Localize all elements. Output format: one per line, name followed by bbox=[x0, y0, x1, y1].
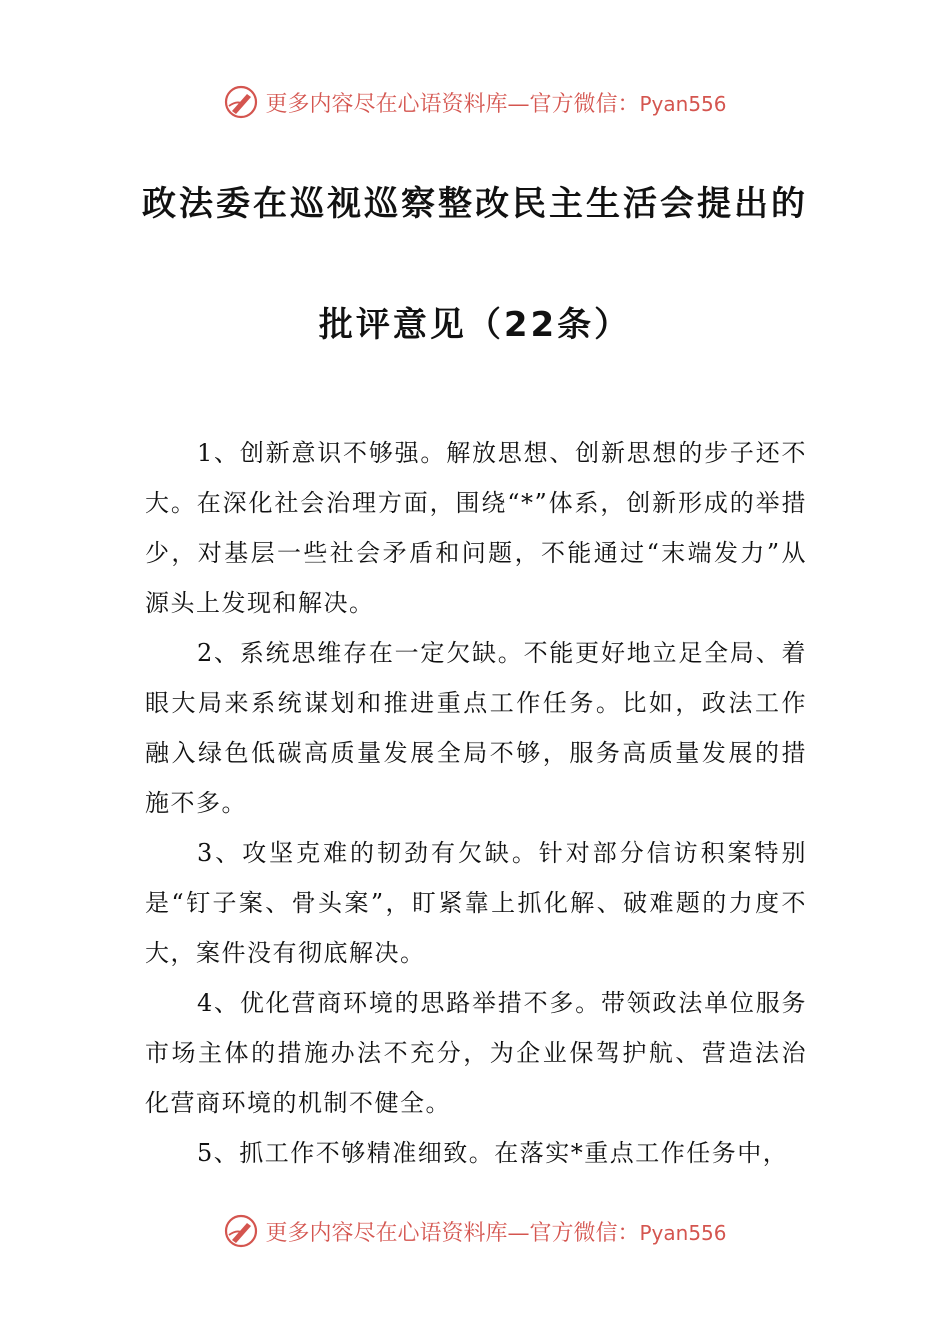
paragraph-3: 3、攻坚克难的韧劲有欠缺。针对部分信访积案特别是“钉子案、骨头案”，盯紧靠上抓化解、破难题的力度不大，案件没有彻底解决。 bbox=[145, 839, 807, 967]
paragraph-4: 4、优化营商环境的思路举措不多。带领政法单位服务市场主体的措施办法不充分，为企业保驾护航、营造法治化营商环境的机制不健全。 bbox=[145, 989, 807, 1117]
watermark-text: 更多内容尽在心语资料库—官方微信：Pyan556 bbox=[265, 1220, 727, 1246]
paragraph-5: 5、抓工作不够精准细致。在落实*重点工作任务中， bbox=[197, 1139, 789, 1167]
watermark-handle: Pyan556 bbox=[639, 91, 727, 116]
watermark-footer bbox=[0, 1211, 950, 1251]
document-title-line-1: 政法委在巡视巡察整改民主生活会提出的 bbox=[142, 184, 808, 224]
document-title-line-2: 批评意见（22条） bbox=[318, 305, 632, 345]
document-body bbox=[145, 428, 807, 1178]
watermark-header bbox=[0, 82, 950, 122]
pen-logo-icon bbox=[223, 84, 259, 120]
paragraph-1: 1、创新意识不够强。解放思想、创新思想的步子还不大。在深化社会治理方面，围绕“*”体系，创新形成的举措少，对基层一些社会矛盾和问题，不能通过“末端发力”从源头上发现和解决。 bbox=[145, 439, 807, 617]
watermark-text: 更多内容尽在心语资料库—官方微信：Pyan556 bbox=[265, 91, 727, 117]
pen-logo-icon bbox=[223, 1213, 259, 1249]
watermark-handle: Pyan556 bbox=[639, 1220, 727, 1245]
paragraph-2: 2、系统思维存在一定欠缺。不能更好地立足全局、着眼大局来系统谋划和推进重点工作任务。比如，政法工作融入绿色低碳高质量发展全局不够，服务高质量发展的措施不多。 bbox=[145, 639, 807, 817]
